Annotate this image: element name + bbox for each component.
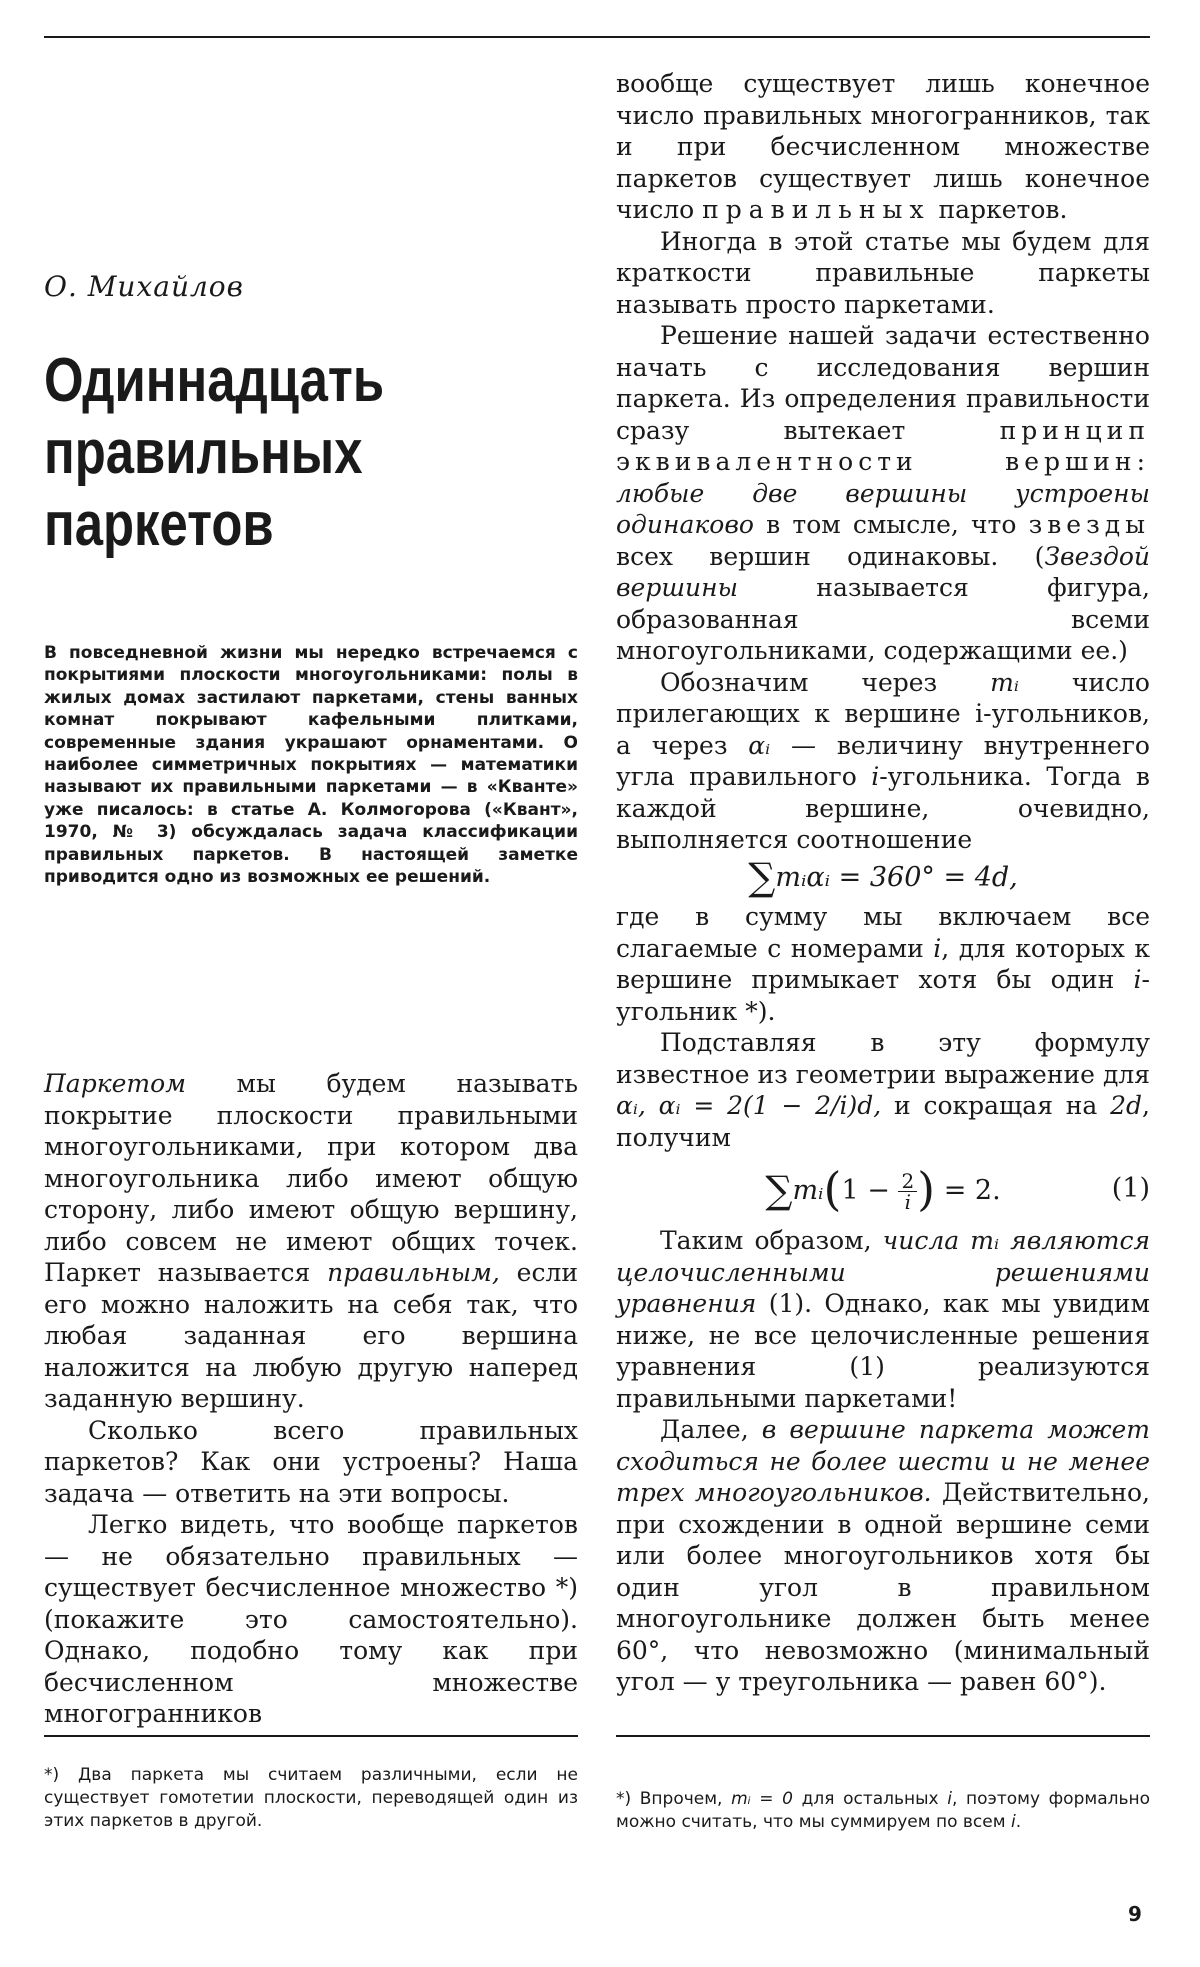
italic-text: числа mᵢ являются целочисленными решениями уравнения	[616, 1226, 1150, 1318]
paragraph	[616, 1225, 1150, 1414]
math-var: mᵢ	[792, 1175, 824, 1206]
text: вообще существует лишь конечное число правильных многогранников, так и при бесчисленном множестве паркетов существует лишь конечное число	[616, 69, 1150, 224]
right-column	[616, 68, 1150, 1698]
text: число прилегающих к вершине i-угольников, а через	[616, 667, 1150, 760]
paragraph	[616, 320, 1150, 667]
abstract: В повседневной жизни мы нередко встречаемся с покрытиями плоскости многоугольниками: полы в жилых домах застилают паркетами, стены ванных комнат покрывают кафельными плитками, современные здания украшают орнаментами. О наиболее симметричных покрытиях — математики называют их правильными паркетами — в «Кванте» уже писалось: в статье А. Колмогорова («Квант», 1970, № 3) обсуждалась задача классификации правильных паркетов. В настоящей заметке приводится одно из возможных ее решений.	[44, 643, 578, 888]
math-var: αᵢ	[748, 730, 771, 760]
text: Далее,	[660, 1415, 762, 1444]
paragraph: Сколько всего правильных паркетов? Как они устроены? Наша задача — ответить на эти вопросы.	[44, 1415, 578, 1508]
math-var: i	[871, 762, 880, 791]
fraction-denominator: i	[904, 1190, 911, 1214]
fraction	[898, 1171, 917, 1212]
math-var: i	[933, 933, 942, 963]
text: Действительно, при схождении в одной вершине семи или более многоугольников хотя бы один угол в правильном многоугольнике должен быть менее 60°, что невозможно (минимальный угол — у треугольника — равен 60°).	[616, 1478, 1151, 1696]
text: , получим	[616, 1091, 1150, 1152]
sum-symbol: ∑	[748, 854, 776, 899]
text: .	[1015, 1812, 1022, 1832]
math-var: i	[947, 1789, 952, 1809]
text: всех вершин одинаковы. (	[616, 541, 1045, 571]
paragraph	[616, 1027, 1150, 1153]
text: (1). Однако, как мы увидим ниже, не все целочисленные решения уравнения (1) реализуются правильными паркетами!	[616, 1289, 1150, 1413]
author-name: О. Михайлов	[44, 270, 244, 303]
paragraph	[616, 1414, 1150, 1698]
right-paren: )	[917, 1162, 936, 1216]
formula-equation-1	[616, 1153, 1150, 1225]
text: — величину внутреннего угла правильного	[616, 730, 1150, 791]
text: , поэтому формально можно считать, что мы суммируем по всем	[616, 1789, 1151, 1832]
left-paren: (	[823, 1162, 842, 1216]
italic-text: в вершине паркета может сходиться не более шести и не менее трех многоугольников.	[616, 1415, 1150, 1507]
term-italic: правильным,	[327, 1258, 500, 1287]
left-column	[44, 1068, 578, 1730]
paragraph: Легко видеть, что вообще паркетов — не обязательно правильных — существует бесчисленное множество *) (покажите это самостоятельно). Однако, подобно тому как при бесчисленном множестве многогранников	[44, 1510, 578, 1728]
text: для остальных	[792, 1789, 948, 1809]
formula-one: 1 −	[841, 1175, 890, 1206]
sum-symbol: ∑	[765, 1168, 793, 1212]
paragraph	[616, 68, 1150, 226]
spaced-term: правильных	[702, 195, 931, 224]
title-line: правильных	[44, 418, 363, 487]
right-footnote	[616, 1788, 1150, 1834]
text: Решение нашей задачи естественно начать с исследования вершин паркета. Из определения правильности сразу вытекает	[616, 321, 1150, 445]
text: и сокращая на	[881, 1091, 1111, 1120]
math-var: i	[1010, 1812, 1016, 1832]
text: -угольника. Тогда в каждой вершине, очевидно, выполняется соотношение	[616, 762, 1150, 854]
spaced-term: принцип эквивалентности вершин:	[616, 415, 1150, 476]
page-number: 9	[1128, 1902, 1142, 1926]
text: Таким образом,	[660, 1226, 883, 1255]
math-var: 2d	[1110, 1091, 1143, 1120]
text: мы будем называть покрытие плоскости правильными многоугольниками, при котором два многоугольника либо имеют общую сторону, либо имеют общую вершину, либо совсем не имеют общих точек. Паркет называется	[44, 1069, 578, 1287]
text: Обозначим через	[660, 667, 991, 697]
math-var: i	[1133, 965, 1142, 994]
term-italic: Паркетом	[44, 1069, 186, 1098]
fraction-numerator: 2	[898, 1171, 917, 1192]
text: паркетов.	[930, 195, 1068, 224]
paragraph: Иногда в этой статье мы будем для краткости правильные паркеты называть просто паркетами.	[616, 226, 1150, 319]
paragraph	[616, 901, 1150, 1027]
formula-sum-angles	[616, 854, 1150, 899]
text: Подставляя в эту формулу известное из геометрии выражение для	[616, 1028, 1150, 1089]
text: в том смысле, что	[753, 510, 1029, 539]
left-footnote: *) Два паркета мы считаем различными, если не существует гомотетии плоскости, переводящей один из этих паркетов в другой.	[44, 1765, 578, 1831]
paragraph	[616, 667, 1150, 856]
paragraph	[44, 1068, 578, 1415]
text: *) Впрочем,	[616, 1789, 732, 1809]
math-var: mᵢ = 0	[731, 1789, 793, 1809]
top-rule	[44, 36, 1150, 38]
text: -угольник *).	[616, 965, 1150, 1026]
math-expression: αᵢ, αᵢ = 2(1 − 2/i)d,	[616, 1091, 882, 1120]
formula-body: mᵢαᵢ = 360° = 4d,	[775, 861, 1018, 893]
text: если его можно наложить на себя так, что любая заданная его вершина наложится на любую другую наперед заданную вершину.	[44, 1258, 578, 1413]
title-line: паркетов	[44, 490, 274, 559]
italic-text: любые две вершины устроены одинаково	[616, 478, 1150, 539]
spaced-term: звезды	[1028, 510, 1150, 539]
left-footnote-rule	[44, 1735, 578, 1737]
right-footnote-rule	[616, 1735, 1150, 1737]
formula-rhs: = 2.	[943, 1175, 1001, 1206]
title-line: Одиннадцать	[44, 346, 385, 415]
article-title	[44, 345, 503, 561]
text: , для которых к вершине примыкает хотя бы один	[616, 933, 1150, 994]
text: называется фигура, образованная всеми многоугольниками, содержащими ее.)	[616, 573, 1150, 665]
math-var: mᵢ	[990, 667, 1019, 697]
text: где в сумму мы включаем все слагаемые с номерами	[616, 902, 1150, 963]
italic-text: Звездой вершины	[616, 541, 1150, 602]
equation-number: (1)	[1111, 1173, 1150, 1204]
